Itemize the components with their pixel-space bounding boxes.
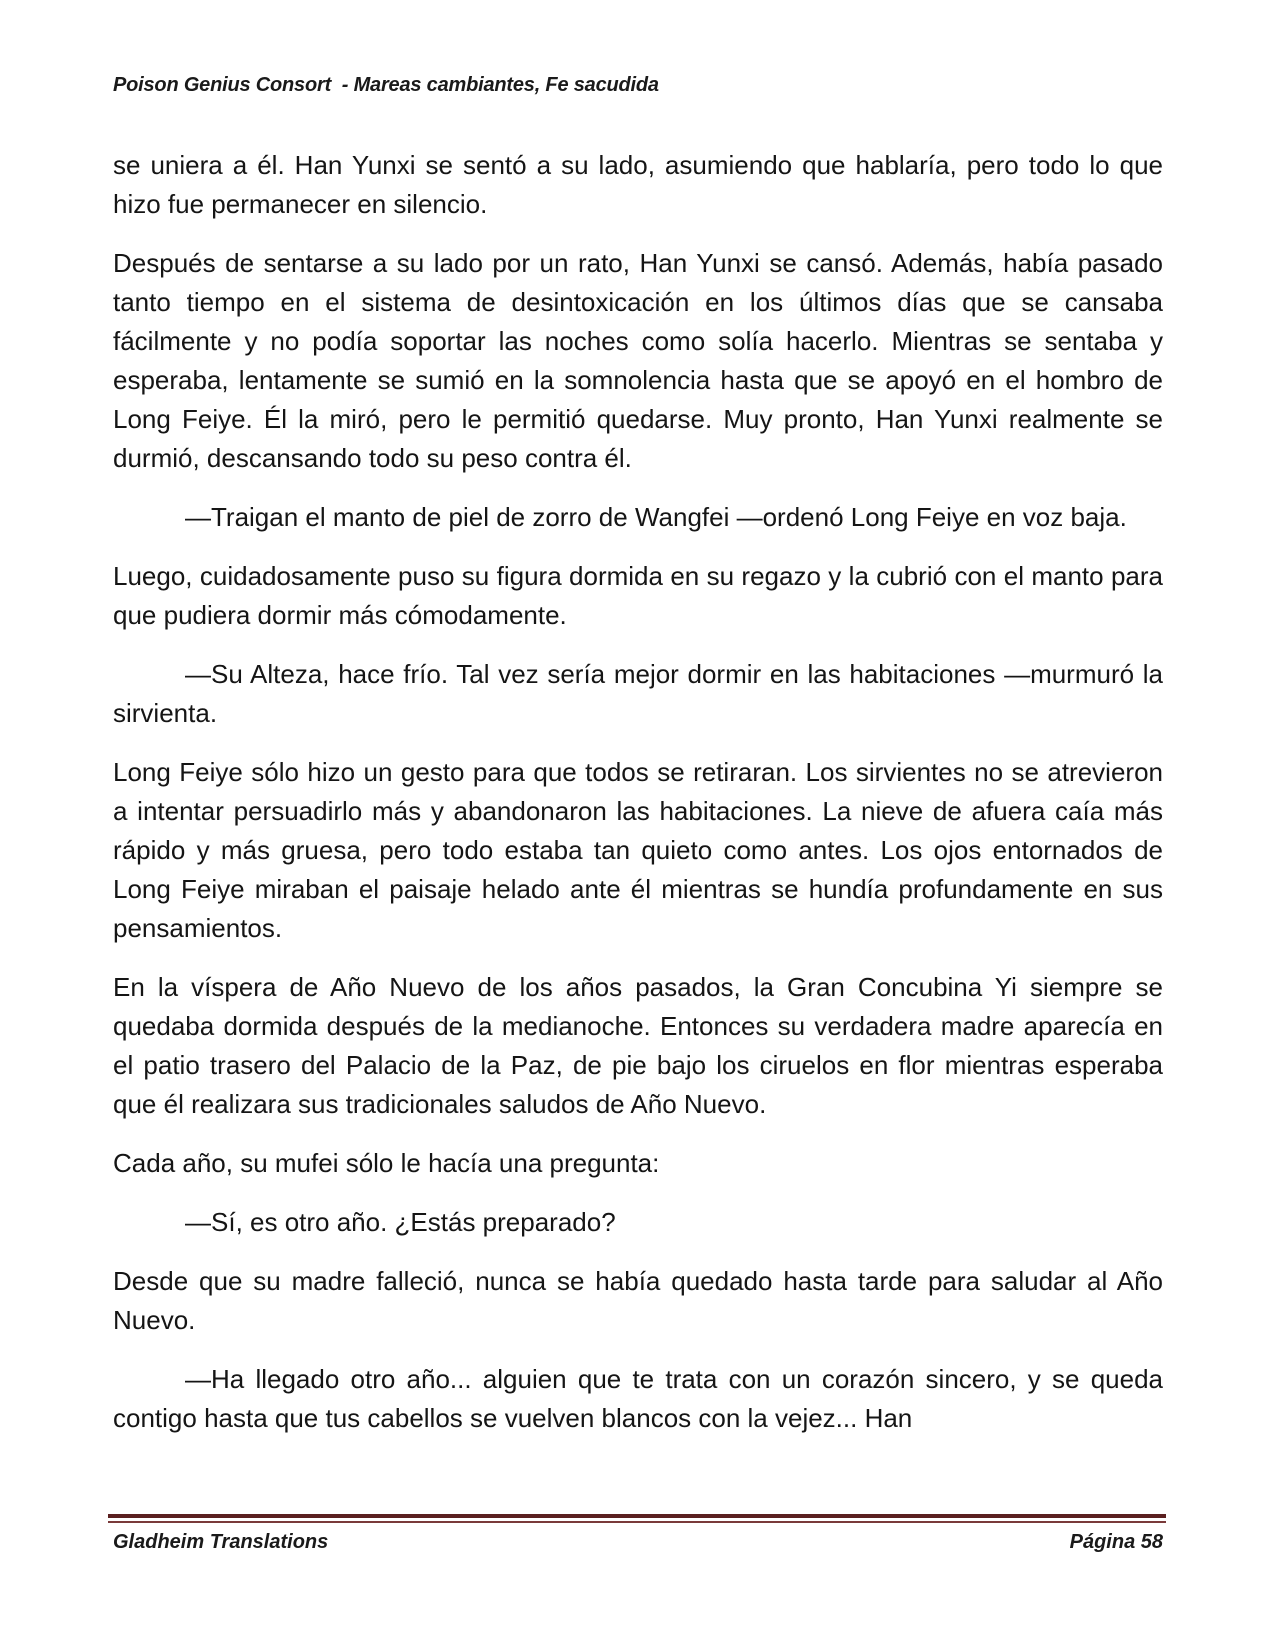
paragraph: Cada año, su mufei sólo le hacía una pregunta: — [113, 1148, 660, 1178]
dialogue-paragraph: —Su Alteza, hace frío. Tal vez sería mejor dormir en las habitaciones —murmuró la sirvienta. — [113, 659, 1163, 728]
paragraph: Long Feiye sólo hizo un gesto para que todos se retiraran. Los sirvientes no se atrevieron a intentar persuadirlo más y abandonaron las habitaciones. La nieve de afuera caía más rápido y más gruesa, pero todo estaba tan quieto como antes. Los ojos entornados de Long Feiye miraban el paisaje helado ante él mientras se hundía profundamente en sus pensamientos. — [113, 757, 1163, 943]
dialogue-paragraph: —Ha llegado otro año... alguien que te trata con un corazón sincero, y se queda contigo hasta que tus cabellos se vuelven blancos con la vejez... Han — [113, 1364, 1163, 1433]
paragraph: Después de sentarse a su lado por un rato, Han Yunxi se cansó. Además, había pasado tanto tiempo en el sistema de desintoxicación en los últimos días que se cansaba fácilmente y no podía soportar las noches como solía hacerlo. Mientras se sentaba y esperaba, lentamente se sumió en la somnolencia hasta que se apoyó en el hombro de Long Feiye. Él la miró, pero le permitió quedarse. Muy pronto, Han Yunxi realmente se durmió, descansando todo su peso contra él. — [113, 248, 1163, 473]
footer-publisher: Gladheim Translations — [113, 1531, 329, 1553]
footer-page-number: Página 58 — [1069, 1531, 1163, 1553]
paragraph: En la víspera de Año Nuevo de los años pasados, la Gran Concubina Yi siempre se quedaba dormida después de la medianoche. Entonces su verdadera madre aparecía en el patio trasero del Palacio de la Paz, de pie bajo los ciruelos en flor mientras esperaba que él realizara sus tradicionales saludos de Año Nuevo. — [113, 972, 1163, 1119]
running-header-title: Poison Genius Consort - Mareas cambiantes, Fe sacudida — [113, 74, 659, 96]
paragraph: Desde que su madre falleció, nunca se había quedado hasta tarde para saludar al Año Nuevo. — [113, 1266, 1163, 1335]
paragraph: se uniera a él. Han Yunxi se sentó a su lado, asumiendo que hablaría, pero todo lo que hizo fue permanecer en silencio. — [113, 150, 1163, 219]
paragraph: Luego, cuidadosamente puso su figura dormida en su regazo y la cubrió con el manto para que pudiera dormir más cómodamente. — [113, 561, 1163, 630]
dialogue-paragraph: —Sí, es otro año. ¿Estás preparado? — [185, 1207, 616, 1237]
footer-divider-thick — [108, 1514, 1166, 1518]
dialogue-paragraph: —Traigan el manto de piel de zorro de Wangfei —ordenó Long Feiye en voz baja. — [185, 502, 1127, 532]
page-body — [113, 146, 1163, 1458]
footer-divider-thin — [108, 1521, 1166, 1523]
